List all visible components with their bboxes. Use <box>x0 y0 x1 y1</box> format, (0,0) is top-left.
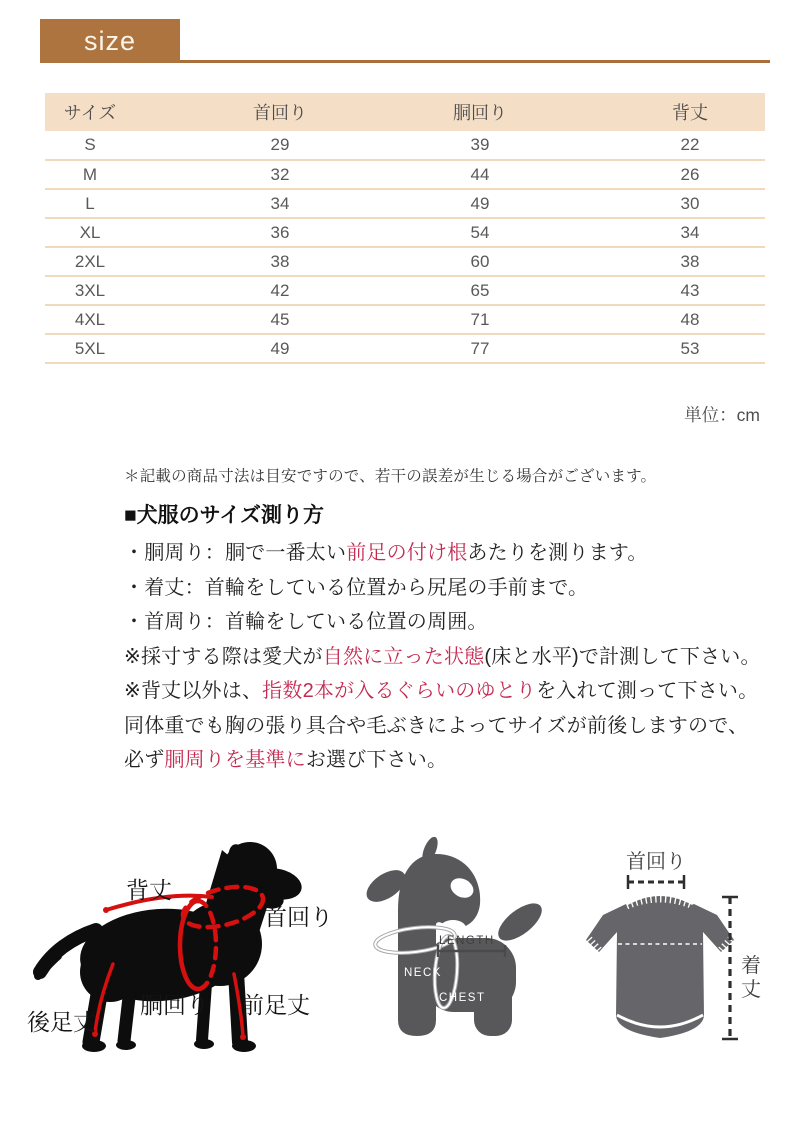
col-header-size: サイズ <box>45 93 135 131</box>
note-text: あたりを測ります。 <box>467 542 648 564</box>
cell-back: 48 <box>535 305 765 334</box>
cell-neck: 45 <box>135 305 425 334</box>
cell-neck: 38 <box>135 247 425 276</box>
measuring-notes <box>124 464 774 778</box>
cell-back: 26 <box>535 160 765 189</box>
size-tab-label: size <box>83 25 136 56</box>
note-text: ・胴周り：胴で一番太い <box>124 542 347 564</box>
cell-chest: 60 <box>425 247 535 276</box>
cell-back: 43 <box>535 276 765 305</box>
cell-back: 30 <box>535 189 765 218</box>
label-garment-length-char-1: 着 <box>741 955 761 977</box>
neck-width-measure <box>628 875 684 889</box>
cell-chest: 54 <box>425 218 535 247</box>
note-text: 必ず <box>124 749 165 771</box>
cell-size: 2XL <box>45 247 135 276</box>
table-row <box>45 160 765 189</box>
label-front-leg: 前足丈 <box>241 992 310 1018</box>
unit-note: 単位：cm <box>684 405 760 425</box>
size-table-header-row <box>45 93 765 131</box>
table-row <box>45 305 765 334</box>
cell-size: 4XL <box>45 305 135 334</box>
cell-chest: 65 <box>425 276 535 305</box>
cell-neck: 42 <box>135 276 425 305</box>
size-section-tab <box>40 19 180 63</box>
dimension-disclaimer: ＊記載の商品寸法は目安ですので、若干の誤差が生じる場合がございます。 <box>124 468 657 485</box>
note-text: (床と水平)で計測して下さい。 <box>484 645 761 668</box>
cell-neck: 36 <box>135 218 425 247</box>
note-text: を入れて測って下さい。 <box>536 680 759 702</box>
cell-neck: 49 <box>135 334 425 363</box>
label-neck: NECK <box>404 967 442 979</box>
cell-size: M <box>45 160 135 189</box>
label-garment-neck-girth: 首回り <box>626 851 686 873</box>
cell-size: 5XL <box>45 334 135 363</box>
note-line <box>124 743 774 778</box>
cell-size: L <box>45 189 135 218</box>
col-header-chest: 胴回り <box>425 93 535 131</box>
size-table-container <box>45 93 765 364</box>
table-row <box>45 131 765 160</box>
cell-neck: 34 <box>135 189 425 218</box>
table-row <box>45 218 765 247</box>
front-leg-end-dot <box>240 1034 246 1040</box>
note-text: ・着丈：首輪をしている位置から尻尾の手前まで。 <box>124 576 589 599</box>
table-row <box>45 189 765 218</box>
cell-back: 34 <box>535 218 765 247</box>
note-line <box>124 674 774 709</box>
note-line <box>124 605 774 640</box>
note-text: ※背丈以外は、 <box>124 680 263 702</box>
note-highlight: 指数2本が入るぐらいのゆとり <box>262 680 537 702</box>
col-header-back: 背丈 <box>535 93 765 131</box>
note-text: ・首周り：首輪をしている位置の周囲。 <box>124 611 488 633</box>
cell-neck: 29 <box>135 131 425 160</box>
cell-chest: 44 <box>425 160 535 189</box>
size-table <box>45 93 765 364</box>
cell-back: 53 <box>535 334 765 363</box>
note-line <box>124 571 774 606</box>
cell-neck: 32 <box>135 160 425 189</box>
label-chest-girth: 胴回り <box>140 992 209 1018</box>
note-line <box>124 536 774 571</box>
cell-back: 38 <box>535 247 765 276</box>
dog-side-measurement-diagram <box>0 822 360 1122</box>
table-row <box>45 334 765 363</box>
cell-size: S <box>45 131 135 160</box>
table-row <box>45 247 765 276</box>
note-highlight: 胴周りを基準に <box>164 749 306 771</box>
measuring-guide-heading: ■犬服のサイズ測り方 <box>124 504 325 527</box>
label-chest: CHEST <box>439 992 486 1004</box>
body-length-measure <box>722 897 738 1039</box>
back-length-end-dot <box>103 907 109 913</box>
col-header-neck: 首回り <box>135 93 425 131</box>
note-highlight: 自然に立った状態 <box>322 645 485 668</box>
cell-chest: 71 <box>425 305 535 334</box>
label-neck-girth: 首回り <box>264 904 333 930</box>
label-hind-leg: 後足丈 <box>27 1009 96 1035</box>
cell-size: 3XL <box>45 276 135 305</box>
cell-size: XL <box>45 218 135 247</box>
note-line <box>124 709 774 744</box>
table-row <box>45 276 765 305</box>
cell-chest: 49 <box>425 189 535 218</box>
shirt-body <box>586 904 734 1038</box>
label-garment-length-char-2: 丈 <box>741 979 761 1001</box>
garment-measurement-diagram <box>570 820 800 1120</box>
note-text: お選び下さい。 <box>305 749 448 771</box>
label-length: LENGTH <box>439 935 495 947</box>
note-highlight: 前足の付け根 <box>346 542 468 564</box>
cell-chest: 39 <box>425 131 535 160</box>
note-line <box>124 640 774 675</box>
note-text: ※採寸する際は愛犬が <box>124 645 323 668</box>
note-text: 同体重でも胸の張り具合や毛ぶきによってサイズが前後しますので、 <box>124 714 749 737</box>
cell-back: 22 <box>535 131 765 160</box>
cell-chest: 77 <box>425 334 535 363</box>
dog-cartoon-measurement-diagram <box>360 820 580 1120</box>
label-back-length: 背丈 <box>126 877 172 903</box>
